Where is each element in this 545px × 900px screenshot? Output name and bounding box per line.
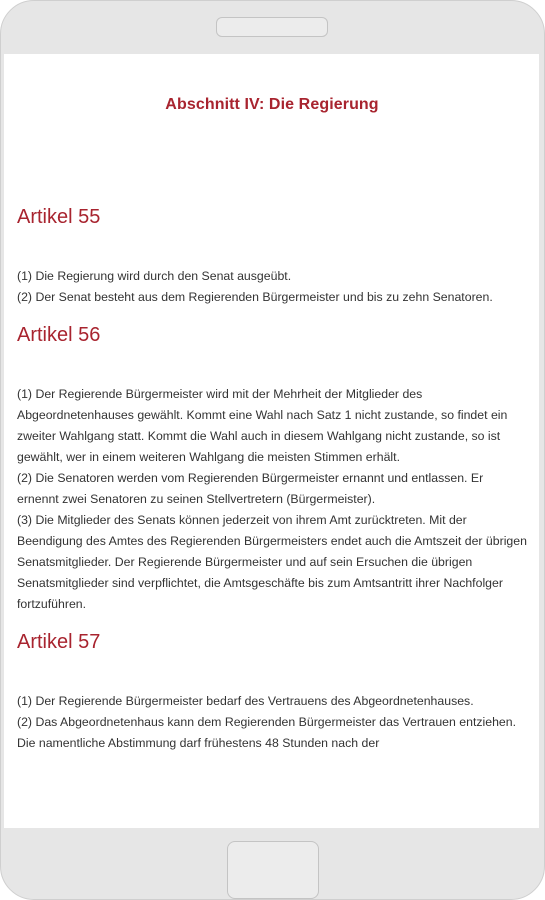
article-body (17, 266, 527, 308)
article-body (17, 384, 527, 615)
article-55 (17, 204, 527, 308)
article-heading: Artikel 56 (17, 324, 101, 346)
screen[interactable] (4, 54, 539, 828)
paragraph: (3) Die Mitglieder des Senats können jederzeit von ihrem Amt zurücktreten. Mit der Beendigung des Amtes des Regierenden Bürgermeisters endet auch die Amtszeit der übrigen Senatsmitglieder. Der Regierende Bürgermeister und auf sein Ersuchen die übrigen Senatsmitglieder sind verpflichtet, die Amtsgeschäfte bis zum Amtsantritt ihrer Nachfolger fortzuführen. (17, 513, 527, 611)
paragraph: (2) Das Abgeordnetenhaus kann dem Regierenden Bürgermeister das Vertrauen entziehen. Die namentliche Abstimmung darf frühestens 48 Stunden nach der (17, 715, 517, 750)
article-56 (17, 322, 527, 615)
article-57 (17, 629, 527, 754)
document-content (4, 96, 539, 754)
section-title: Abschnitt IV: Die Regierung (165, 96, 379, 113)
paragraph: (1) Die Regierung wird durch den Senat ausgeübt. (17, 269, 292, 283)
article-heading: Artikel 55 (17, 206, 101, 228)
article-body (17, 691, 527, 754)
speaker-slot (216, 17, 328, 37)
paragraph: (2) Der Senat besteht aus dem Regierenden Bürgermeister und bis zu zehn Senatoren. (17, 290, 493, 304)
article-heading: Artikel 57 (17, 631, 101, 653)
paragraph: (2) Die Senatoren werden vom Regierenden Bürgermeister ernannt und entlassen. Er ernennt zwei Senatoren zu seinen Stellvertretern (Bürgermeister). (17, 471, 484, 506)
paragraph: (1) Der Regierende Bürgermeister wird mit der Mehrheit der Mitglieder des Abgeordnetenhauses gewählt. Kommt eine Wahl nach Satz 1 nicht zustande, so findet ein zweiter Wahlgang statt. Kommt die Wahl auch in diesem Wahlgang nicht zustande, so ist gewählt, wer in einem weiteren Wahlgang die meisten Stimmen erhält. (17, 387, 508, 464)
home-button[interactable] (227, 841, 319, 899)
paragraph: (1) Der Regierende Bürgermeister bedarf des Vertrauens des Abgeordnetenhauses. (17, 694, 474, 708)
